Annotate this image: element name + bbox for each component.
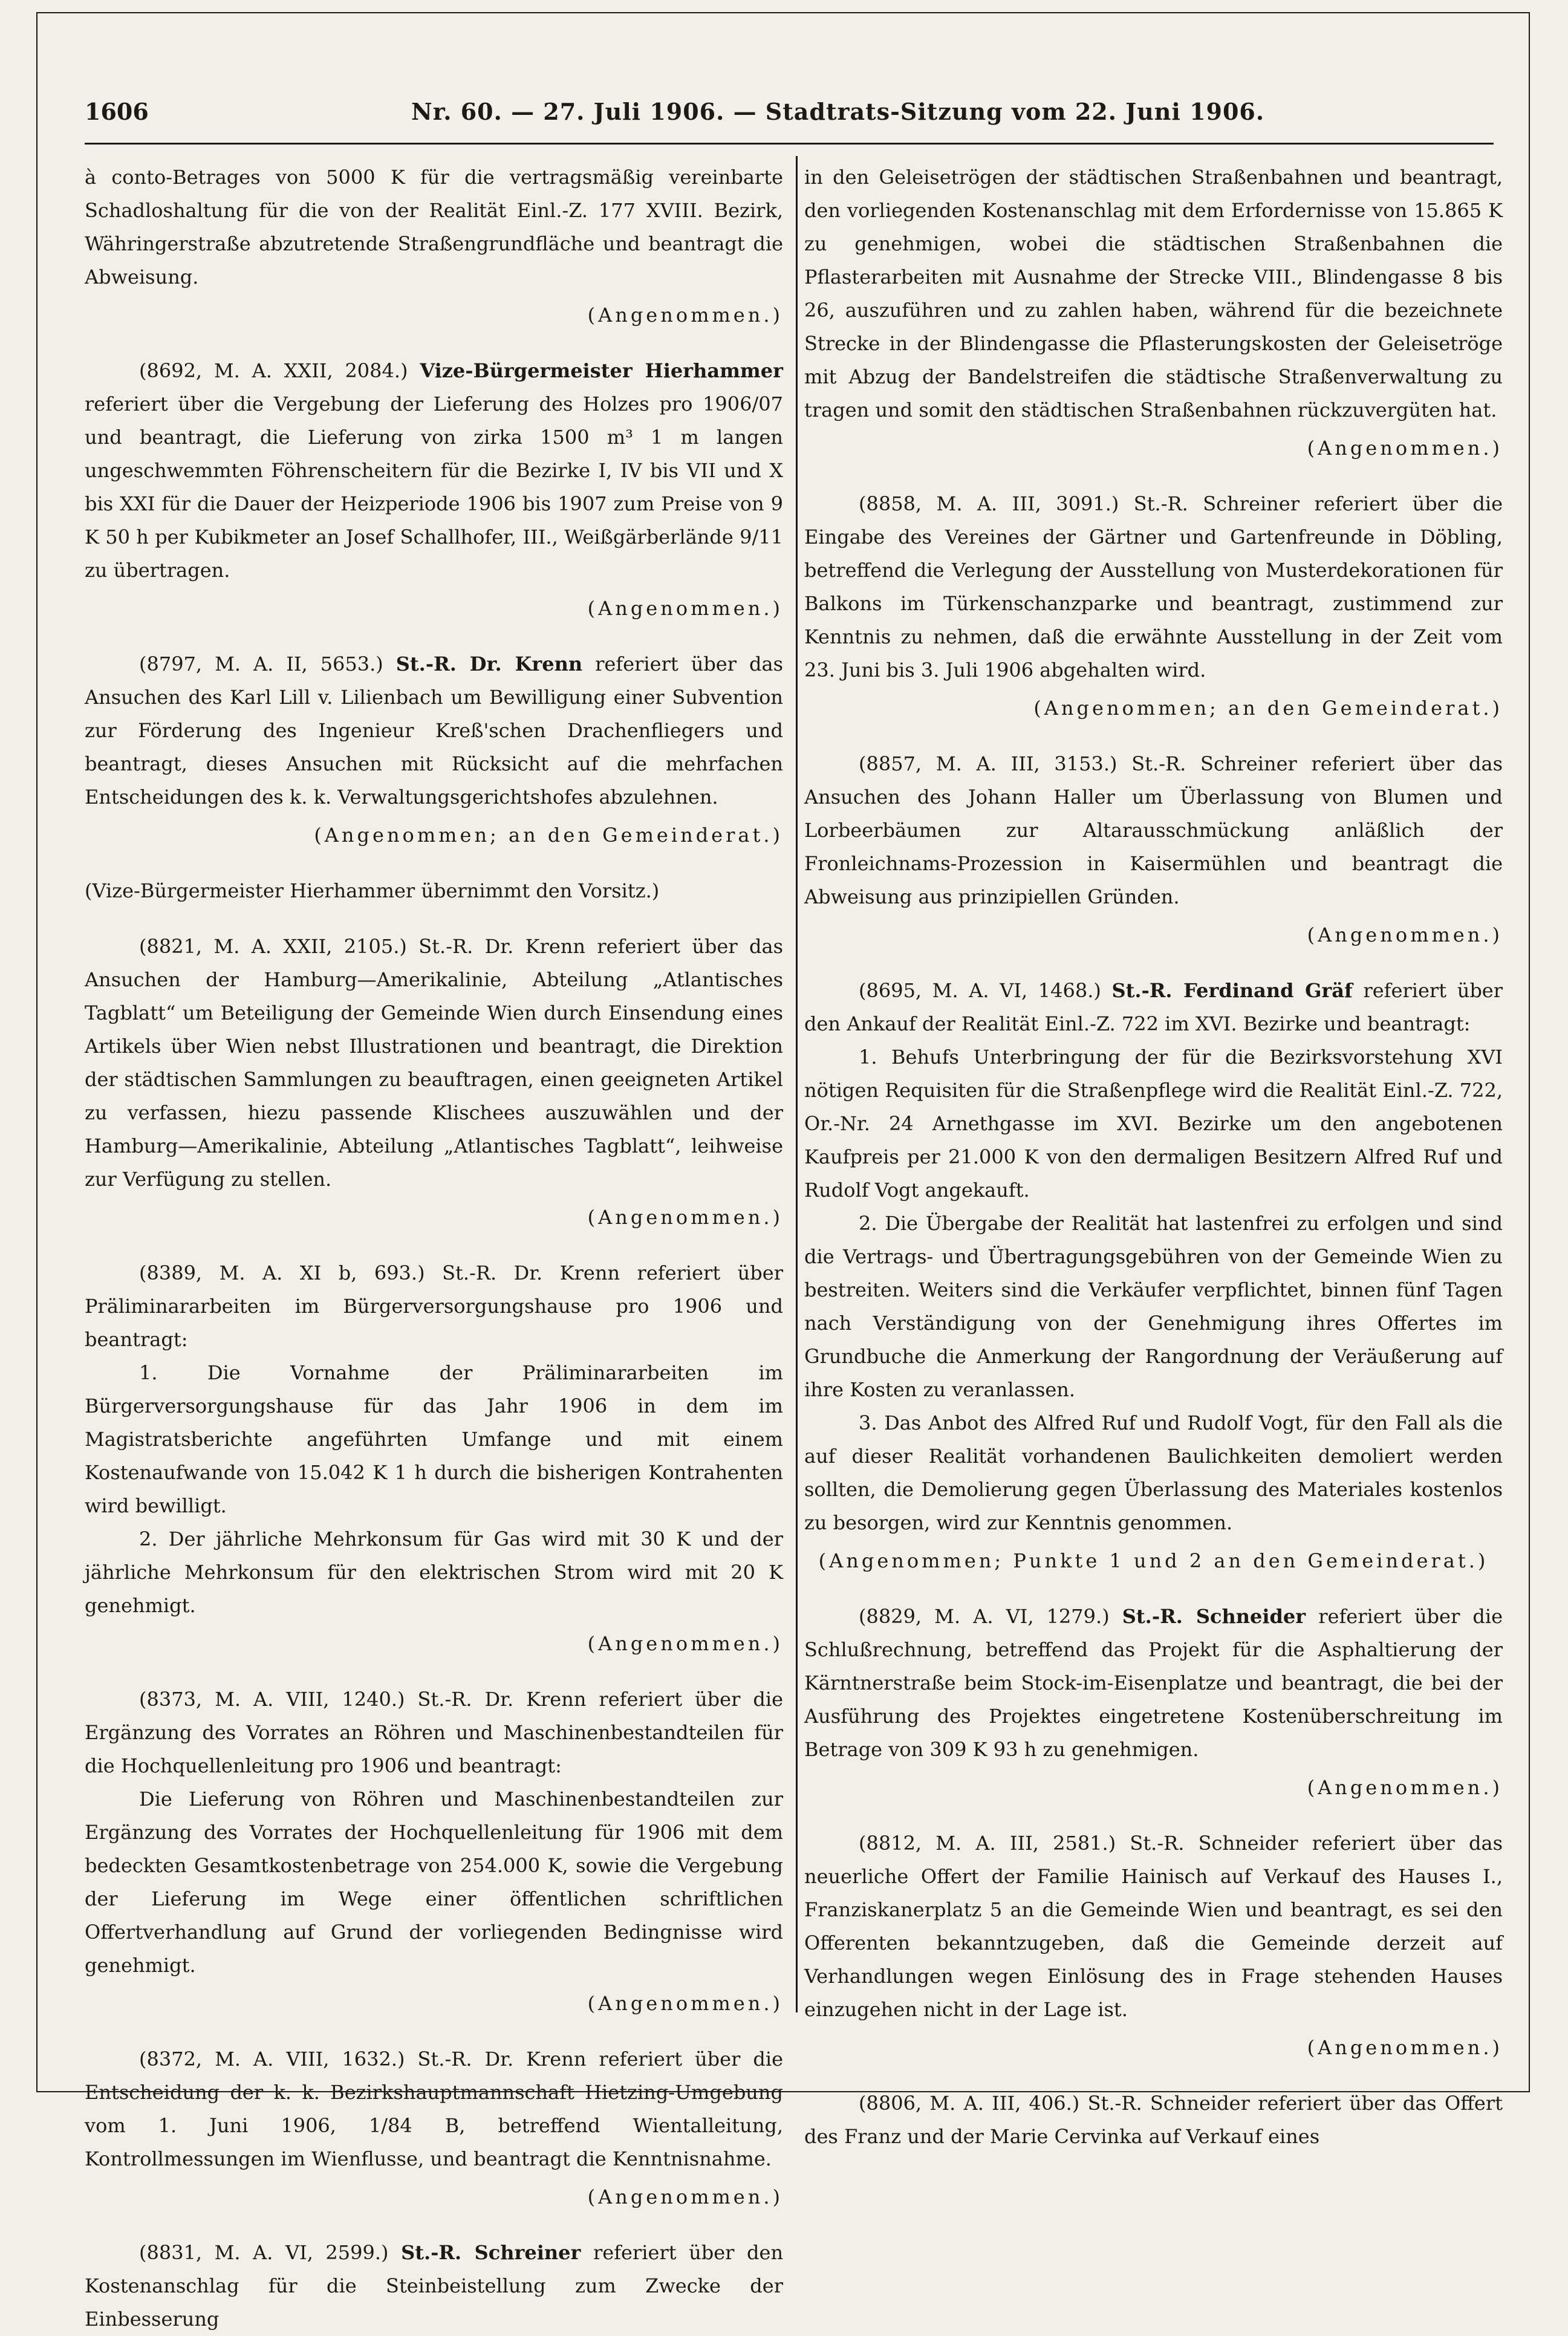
resolution-note: (Angenommen.) — [1307, 1776, 1503, 1799]
column-divider — [796, 156, 798, 2012]
speaker-name: St.-R. Ferdinand Gräf — [1111, 979, 1353, 1002]
item-paragraph: (8806, M. A. III, 406.) St.-R. Schneider referiert über das Offert des Franz und der Marie Cervinka auf Verkauf eines — [804, 2092, 1503, 2148]
item-paragraph: à conto-Betrages von 5000 K für die vertragsmäßig vereinbarte Schadloshaltung für die von der Realität Einl.-Z. 177 XVIII. Bezirk, Währingerstraße abzutretende Straßengrundfläche und beantragt die Abweisung. — [85, 166, 783, 288]
chair-note: (Vize-Bürgermeister Hierhammer übernimmt den Vorsitz.) — [85, 879, 660, 902]
item-paragraph: (8857, M. A. III, 3153.) St.-R. Schreiner referiert über das Ansuchen des Johann Haller um Überlassung von Blumen und Lorbeerbäumen zur Altarausschmückung anläßlich der Fronleichnams-Prozession in Kaisermühlen und beantragt die Abweisung aus prinzipiellen Gründen. — [804, 752, 1503, 908]
item-point: 1. Die Vornahme der Präliminararbeiten im Bürgerversorgungshause für das Jahr 1906 in dem im Magistratsberichte angeführten Umfange und mit einem Kostenaufwande von 15.042 K 1 h durch die bisherigen Kontrahenten wird bewilligt. — [85, 1361, 783, 1517]
resolution-note: (Angenommen.) — [1307, 437, 1503, 460]
item-paragraph: (8829, M. A. VI, 1279.) St.-R. Schneider referiert über die Schlußrechnung, betreffend das Projekt für die Asphaltierung der Kärntnerstraße beim Stock-im-Eisenplatze und beantragt, die bei der Ausführung des Projektes eingetretene Kostenüberschreitung im Betrage von 309 K 93 h zu genehmigen. — [804, 1605, 1503, 1761]
resolution-note: (Angenommen.) — [587, 1632, 783, 1655]
item-paragraph: (8812, M. A. III, 2581.) St.-R. Schneider referiert über das neuerliche Offert der Familie Hainisch auf Verkauf des Hauses I., Franziskanerplatz 5 an die Gemeinde Wien und beantragt, es sei den Offerenten bekanntzugeben, daß die Gemeinde derzeit auf Verhandlungen wegen Einlösung des in Frage stehenden Hauses einzugehen nicht in der Lage ist. — [804, 1832, 1503, 2021]
item-paragraph: (8389, M. A. XI b, 693.) St.-R. Dr. Krenn referiert über Präliminararbeiten im Bürgerversorgungshause pro 1906 und beantragt: — [85, 1261, 784, 1351]
page-number: 1606 — [85, 98, 149, 125]
speaker-name: Vize-Bürgermeister Hierhammer — [420, 359, 784, 382]
resolution-note: (Angenommen.) — [587, 2185, 783, 2208]
page-header — [85, 91, 1494, 133]
item-paragraph: (8373, M. A. VIII, 1240.) St.-R. Dr. Krenn referiert über die Ergänzung des Vorrates an Röhren und Maschinenbestandteilen für die Hochquellenleitung pro 1906 und beantragt: — [85, 1688, 784, 1777]
resolution-note: (Angenommen.) — [587, 1206, 783, 1229]
resolution-note: (Angenommen.) — [1307, 923, 1503, 946]
item-point: 1. Behufs Unterbringung der für die Bezirksvorstehung XVI nötigen Requisiten für die Straßenpflege wird die Realität Einl.-Z. 722, Or.-Nr. 24 Arnethgasse im XVI. Bezirke um den angebotenen Kaufpreis per 21.000 K von den dermaligen Besitzern Alfred Ruf und Rudolf Vogt angekauft. — [804, 1046, 1503, 1202]
speaker-name: St.-R. Dr. Krenn — [395, 652, 583, 675]
item-paragraph: (8858, M. A. III, 3091.) St.-R. Schreiner referiert über die Eingabe des Vereines der Gärtner und Gartenfreunde in Döbling, betreffend die Verlegung der Ausstellung von Musterdekorationen für Balkons im Türkenschanzparke und beantragt, zustimmend zur Kenntnis zu nehmen, daß die erwähnte Ausstellung in der Zeit vom 23. Juni bis 3. Juli 1906 abgehalten wird. — [804, 492, 1503, 682]
resolution-note: (Angenommen.) — [587, 597, 783, 620]
item-point: Die Lieferung von Röhren und Maschinenbestandteilen zur Ergänzung des Vorrates der Hochquellenleitung für 1906 mit dem bedeckten Gesamtkostenbetrage von 254.000 K, sowie die Vergebung der Lieferung im Wege einer öffentlichen schriftlichen Offertverhandlung auf Grund der vorliegenden Bedingnisse wird genehmigt. — [85, 1788, 783, 1977]
speaker-name: St.-R. Schneider — [1122, 1605, 1306, 1628]
item-point: 2. Der jährliche Mehrkonsum für Gas wird mit 30 K und der jährliche Mehrkonsum für den elektrischen Strom wird mit 20 K genehmigt. — [85, 1528, 783, 1617]
item-paragraph: in den Geleisetrögen der städtischen Straßenbahnen und beantragt, den vorliegenden Kostenanschlag mit dem Erfordernisse von 15.865 K zu genehmigen, wobei die städtischen Straßenbahnen die Pflasterarbeiten mit Ausnahme der Strecke VIII., Blindengasse 8 bis 26, auszuführen und zu zahlen haben, während für die bezeichnete Strecke in der Blindengasse die Pflasterungskosten der Geleisetröge mit Abzug der Bandelstreifen die städtische Straßenverwaltung zu tragen und somit den städtischen Straßenbahnen rückzuvergüten hat. — [804, 166, 1503, 421]
item-paragraph: (8821, M. A. XXII, 2105.) St.-R. Dr. Krenn referiert über das Ansuchen der Hamburg—Amerikalinie, Abteilung „Atlantisches Tagblatt“ um Beteiligung der Gemeinde Wien durch Einsendung eines Artikels über Wien nebst Illustrationen und beantragt, die Direktion der städtischen Sammlungen zu beauftragen, einen geeigneten Artikel zu verfassen, hiezu passende Klischees auszuwählen und der Hamburg—Amerikalinie, Abteilung „Atlantisches Tagblatt“, leihweise zur Verfügung zu stellen. — [85, 935, 784, 1191]
resolution-note: (Angenommen; an den Gemeinderat.) — [314, 824, 783, 847]
resolution-note: (Angenommen.) — [1307, 2036, 1503, 2059]
item-paragraph: (8695, M. A. VI, 1468.) St.-R. Ferdinand Gräf referiert über den Ankauf der Realität Einl.-Z. 722 im XVI. Bezirke und beantragt: — [804, 979, 1503, 1035]
item-paragraph: (8831, M. A. VI, 2599.) St.-R. Schreiner referiert über den Kostenanschlag für die Steinbeistellung zum Zwecke der Einbesserung — [85, 2241, 784, 2331]
left-column — [85, 161, 783, 2336]
resolution-note: (Angenommen.) — [587, 304, 783, 327]
resolution-note: (Angenommen.) — [587, 1992, 783, 2015]
item-paragraph: (8797, M. A. II, 5653.) St.-R. Dr. Krenn referiert über das Ansuchen des Karl Lill v. Lilienbach um Bewilligung einer Subvention zur Förderung des Ingenieur Kreß'schen Drachenfliegers und beantragt, dieses Ansuchen mit Rücksicht auf die mehrfachen Entscheidungen des k. k. Verwaltungsgerichtshofes abzulehnen. — [85, 652, 784, 808]
running-title: Nr. 60. — 27. Juli 1906. — Stadtrats-Sitzung vom 22. Juni 1906. — [411, 98, 1265, 125]
header-rule — [85, 143, 1494, 145]
item-point: 2. Die Übergabe der Realität hat lastenfrei zu erfolgen und sind die Vertrags- und Übertragungsgebühren von der Gemeinde Wien zu bestreiten. Weiters sind die Verkäufer verpflichtet, binnen fünf Tagen nach Verständigung von der Genehmigung ihres Offertes im Grundbuche die Anmerkung der Rangordnung der Veräußerung auf ihre Kosten zu veranlassen. — [804, 1212, 1503, 1401]
speaker-name: St.-R. Schreiner — [401, 2241, 581, 2264]
item-paragraph: (8372, M. A. VIII, 1632.) St.-R. Dr. Krenn referiert über die Entscheidung der k. k. Bezirkshauptmannschaft Hietzing-Umgebung vom 1. Juni 1906, 1/84 B, betreffend Wientalleitung, Kontrollmessungen im Wienflusse, und beantragt die Kenntnisnahme. — [85, 2048, 784, 2170]
item-point: 3. Das Anbot des Alfred Ruf und Rudolf Vogt, für den Fall als die auf dieser Realität vorhandenen Baulichkeiten demoliert werden sollten, die Demolierung gegen Überlassung des Materiales kostenlos zu besorgen, wird zur Kenntnis genommen. — [804, 1411, 1503, 1534]
item-paragraph: (8692, M. A. XXII, 2084.) Vize-Bürgermeister Hierhammer referiert über die Vergebung der Lieferung des Holzes pro 1906/07 und beantragt, die Lieferung von zirka 1500 m³ 1 m langen ungeschwemmten Föhrenscheitern für die Bezirke I, IV bis VII und X bis XXI für die Dauer der Heizperiode 1906 bis 1907 zum Preise von 9 K 50 h per Kubikmeter an Josef Schallhofer, III., Weißgärberlände 9/11 zu übertragen. — [85, 359, 784, 582]
resolution-note: (Angenommen; Punkte 1 und 2 an den Gemeinderat.) — [818, 1549, 1489, 1572]
resolution-note: (Angenommen; an den Gemeinderat.) — [1033, 697, 1503, 720]
right-column — [804, 161, 1503, 2153]
